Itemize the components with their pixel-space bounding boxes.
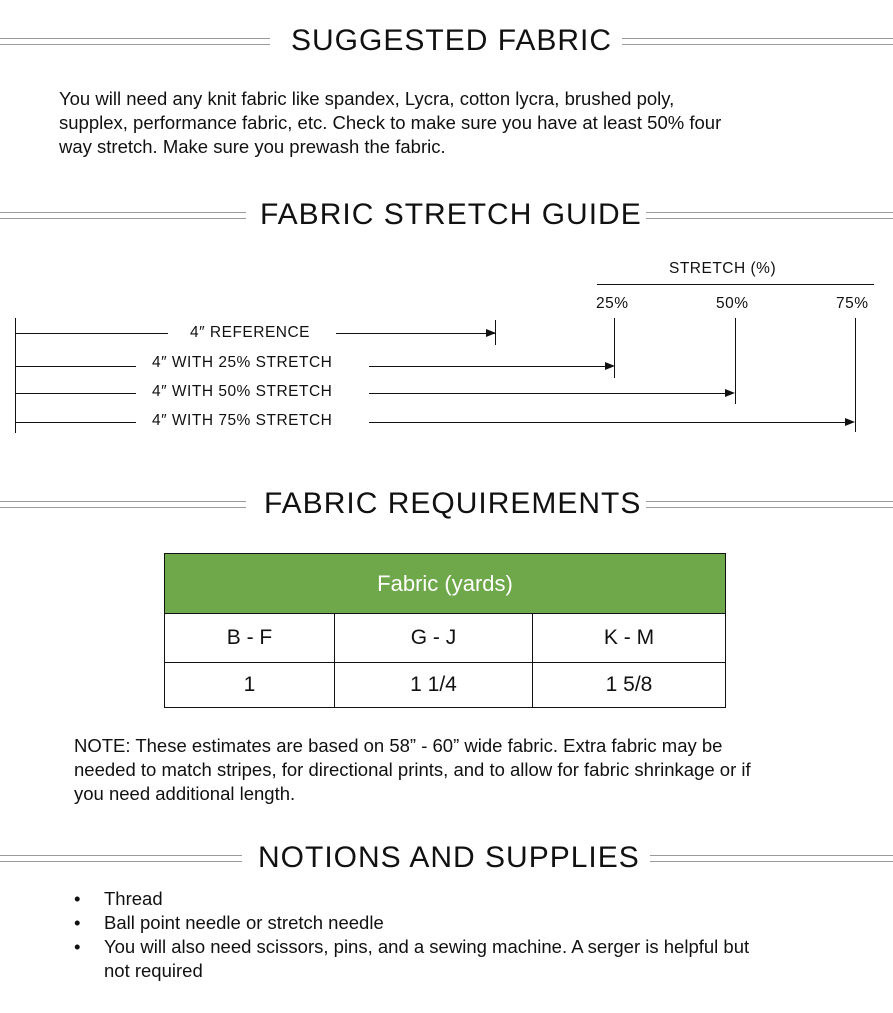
heading-rule-left [0, 38, 270, 45]
notions-heading [0, 838, 893, 878]
stretch-start-bar [15, 318, 16, 433]
stretch-50-line-right [369, 393, 729, 394]
list-item-text: Ball point needle or stretch needle [104, 912, 384, 933]
text-line: you need additional length. [74, 783, 296, 804]
table-cell-yards: 1 1/4 [335, 663, 533, 708]
table-cell-yards: 1 5/8 [533, 663, 726, 708]
stretch-tick-25: 25% [596, 295, 629, 312]
bullet-marker: • [74, 912, 81, 933]
reference-label: 4″ REFERENCE [190, 324, 311, 341]
text-line: needed to match stripes, for directional prints, and to allow for fabric shrinkage or if [74, 759, 751, 780]
stretch-75-line-left [16, 422, 136, 423]
table-cell-size: G - J [335, 614, 533, 663]
text-line: way stretch. Make sure you prewash the fabric. [59, 136, 446, 157]
stretch-scale-label: STRETCH (%) [669, 260, 777, 277]
table-cell-size: B - F [165, 614, 335, 663]
notions-list [74, 887, 834, 983]
stretch-50-end-bar [735, 318, 736, 404]
list-item-text: Thread [104, 888, 163, 909]
requirements-title: FABRIC REQUIREMENTS [264, 487, 642, 520]
stretch-50-arrowhead [725, 389, 735, 397]
stretch-guide-heading [0, 195, 893, 235]
stretch-75-label: 4″ WITH 75% STRETCH [152, 412, 333, 429]
heading-rule-right [646, 212, 893, 219]
stretch-50-line-left [16, 393, 136, 394]
reference-line-left [16, 333, 168, 334]
suggested-fabric-title: SUGGESTED FABRIC [291, 24, 613, 57]
reference-end-bar [495, 320, 496, 345]
stretch-75-arrowhead [845, 418, 855, 426]
stretch-75-line-right [369, 422, 849, 423]
stretch-25-line-left [16, 366, 136, 367]
reference-line-right [336, 333, 496, 334]
heading-rule-left [0, 855, 242, 862]
table-header: Fabric (yards) [165, 554, 726, 614]
notions-title: NOTIONS AND SUPPLIES [258, 841, 640, 874]
heading-rule-right [650, 855, 893, 862]
heading-rule-left [0, 212, 246, 219]
stretch-scale-line [597, 284, 874, 285]
suggested-fabric-heading [0, 21, 893, 61]
text-line: You will need any knit fabric like spandex, Lycra, cotton lycra, brushed poly, [59, 88, 675, 109]
stretch-tick-75: 75% [836, 295, 869, 312]
list-item [74, 935, 834, 983]
stretch-75-end-bar [855, 318, 856, 432]
bullet-marker: • [74, 936, 81, 957]
stretch-guide-title: FABRIC STRETCH GUIDE [260, 198, 642, 231]
list-item-text: You will also need scissors, pins, and a sewing machine. A serger is helpful but [104, 936, 750, 957]
requirements-note [74, 734, 874, 806]
suggested-fabric-text [59, 87, 859, 159]
text-line: supplex, performance fabric, etc. Check to make sure you have at least 50% four [59, 112, 722, 133]
text-line: NOTE: These estimates are based on 58” - 60” wide fabric. Extra fabric may be [74, 735, 723, 756]
stretch-50-label: 4″ WITH 50% STRETCH [152, 383, 333, 400]
heading-rule-right [646, 501, 893, 508]
table-cell-yards: 1 [165, 663, 335, 708]
table-header-row [165, 554, 726, 614]
heading-rule-left [0, 501, 246, 508]
requirements-heading [0, 484, 893, 524]
bullet-marker: • [74, 888, 81, 909]
list-item [74, 887, 834, 911]
stretch-25-line-right [369, 366, 609, 367]
stretch-tick-50: 50% [716, 295, 749, 312]
list-item [74, 911, 834, 935]
table-row [165, 614, 726, 663]
heading-rule-right [622, 38, 893, 45]
stretch-25-label: 4″ WITH 25% STRETCH [152, 354, 333, 371]
stretch-25-end-bar [614, 318, 615, 378]
fabric-requirements-table [164, 553, 726, 708]
table-cell-size: K - M [533, 614, 726, 663]
list-item-text: not required [104, 960, 203, 981]
table-row [165, 663, 726, 708]
